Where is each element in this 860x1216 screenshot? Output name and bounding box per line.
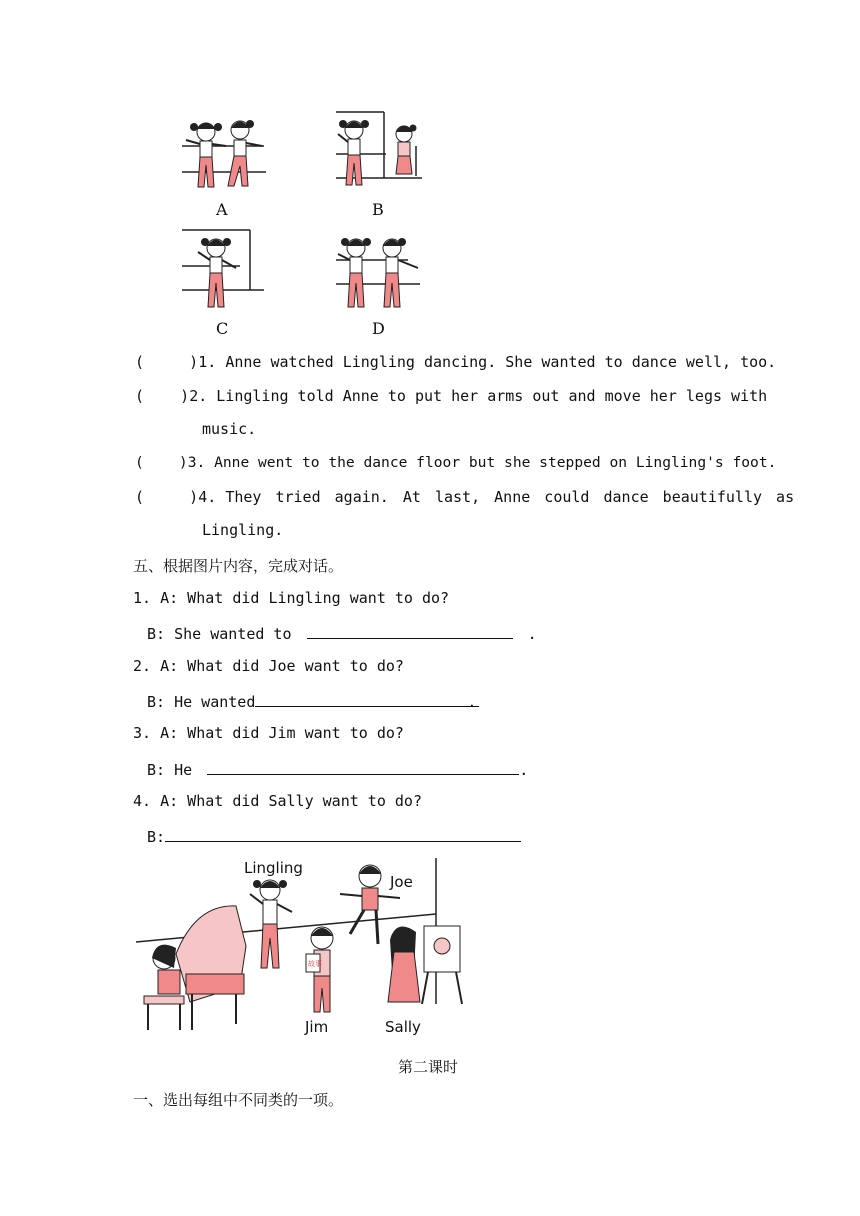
picture-d bbox=[334, 234, 422, 314]
answer-3-line: B: He . bbox=[147, 761, 529, 779]
lesson-2-title: 第二课时 bbox=[398, 1058, 459, 1076]
section-5-heading: 五、根据图片内容，完成对话。 bbox=[133, 557, 344, 575]
question-3: 3. A: What did Jim want to do? bbox=[133, 724, 404, 742]
picture-label-b: B bbox=[372, 200, 384, 219]
picture-label-c: C bbox=[216, 319, 229, 338]
true-false-item-4: ( )4. They tried again. At last, Anne could dance beautifully as bbox=[135, 488, 795, 506]
story-book-text: 故事 bbox=[308, 960, 322, 968]
scene-label-lingling: Lingling bbox=[244, 859, 303, 877]
picture-b bbox=[334, 110, 424, 198]
scene-label-sally: Sally bbox=[385, 1018, 421, 1036]
picture-c bbox=[180, 228, 266, 312]
scene-label-joe: Joe bbox=[390, 873, 413, 891]
picture-label-a: A bbox=[216, 200, 228, 219]
true-false-item-2: ( )2. Lingling told Anne to put her arms out and move her legs with bbox=[135, 387, 768, 405]
true-false-item-2-continued: music. bbox=[202, 420, 257, 438]
picture-a bbox=[178, 116, 268, 198]
activity-scene-illustration bbox=[136, 854, 470, 1040]
question-4: 4. A: What did Sally want to do? bbox=[133, 792, 422, 810]
answer-paren[interactable]: ( ) bbox=[135, 454, 188, 471]
answer-2-line: B: He wanted . bbox=[147, 691, 476, 711]
answer-paren[interactable]: ( ) bbox=[135, 353, 199, 371]
true-false-item-1: ( )1. Anne watched Lingling dancing. She wanted to dance well, too. bbox=[135, 353, 777, 371]
answer-2-blank[interactable] bbox=[255, 691, 479, 707]
answer-paren[interactable]: ( ) bbox=[135, 488, 199, 506]
answer-1-line: B: She wanted to . bbox=[147, 625, 537, 643]
question-2: 2. A: What did Joe want to do? bbox=[133, 657, 404, 675]
true-false-item-3: ( )3. Anne went to the dance floor but she stepped on Lingling's foot. bbox=[135, 454, 777, 471]
question-1: 1. A: What did Lingling want to do? bbox=[133, 589, 450, 607]
answer-paren[interactable]: ( ) bbox=[135, 387, 190, 405]
answer-3-blank[interactable] bbox=[207, 759, 519, 775]
true-false-item-4-continued: Lingling. bbox=[202, 521, 284, 539]
scene-label-jim: Jim bbox=[305, 1018, 329, 1036]
picture-label-d: D bbox=[372, 319, 385, 338]
answer-1-blank[interactable] bbox=[307, 623, 513, 639]
answer-4-blank[interactable] bbox=[165, 826, 521, 842]
answer-4-line: B: bbox=[147, 826, 521, 846]
lesson-2-section-1-heading: 一、选出每组中不同类的一项。 bbox=[133, 1091, 344, 1109]
